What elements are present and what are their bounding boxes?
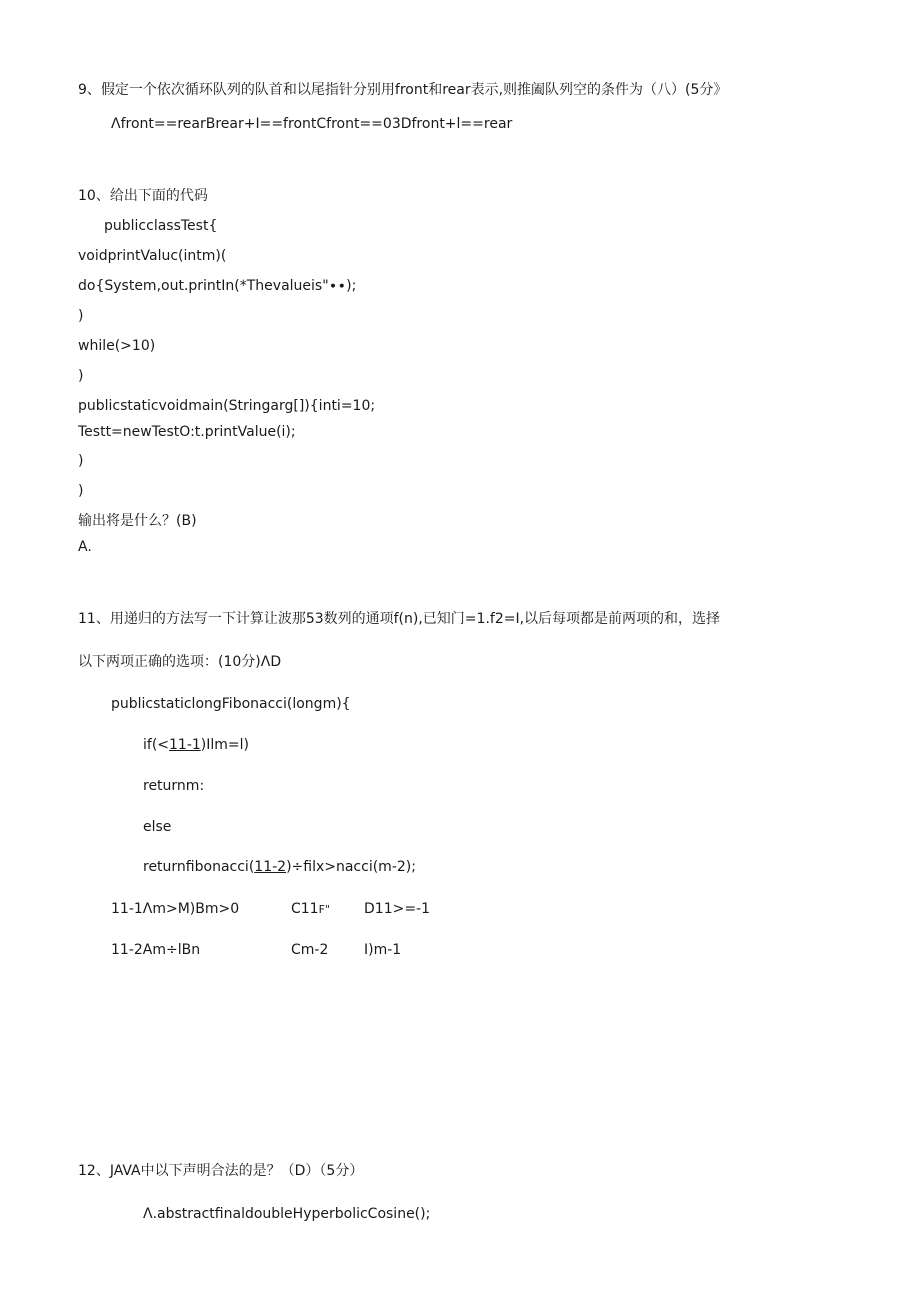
q11-row2-option-a: 11-2Am÷lBn xyxy=(111,942,201,958)
code-fragment: )÷filx>nacci(m-2); xyxy=(286,859,416,875)
q10-code-line: ) xyxy=(78,483,84,499)
q10-code-line: ) xyxy=(78,308,84,324)
code-fragment: returnfibonacci( xyxy=(143,859,255,875)
q10-answer: A. xyxy=(78,539,92,555)
q10-code-line: voidprintValuc(intm)( xyxy=(78,248,227,264)
q12-option-a: Λ.abstractfinaldoubleHyperbolicCosine(); xyxy=(143,1206,431,1222)
q10-code-line: ) xyxy=(78,453,84,469)
q11-row1-option-c xyxy=(291,900,330,919)
code-fragment: if(< xyxy=(143,737,170,753)
q10-question: 10、给出下面的代码 xyxy=(78,188,208,204)
q11-code-else: else xyxy=(143,819,172,835)
q11-code-return-m: returnm: xyxy=(143,778,205,794)
q11-code-signature: publicstaticlongFibonacci(longm){ xyxy=(111,696,351,712)
q11-code-return xyxy=(143,858,416,876)
q10-code-line: publicstaticvoidmain(Stringarg[]){inti=10; xyxy=(78,398,376,414)
q9-question: 9、假定一个依次循环队列的队首和以尾指针分别用front和rear表示,则推阖队列空的条件为（八）(5分》 xyxy=(78,82,728,98)
q11-code-if xyxy=(143,736,249,754)
q11-row1-option-d: D11>=-1 xyxy=(364,901,431,917)
blank-11-2: 11-2 xyxy=(254,859,287,875)
q10-code-line: Testt=newTestO:t.printValue(i); xyxy=(78,424,296,440)
q11-row1-option-a: 11-1Λm>M)Bm>0 xyxy=(111,901,240,917)
option-c-main: C11 xyxy=(291,901,319,917)
q10-prompt: 输出将是什么？(B) xyxy=(78,513,197,529)
q11-row2-option-c: Cm-2 xyxy=(291,942,329,958)
q10-code-line: do{System,out.printIn(*Thevalueis"∙∙); xyxy=(78,278,357,294)
q10-code-line: publicclassTest{ xyxy=(104,218,218,234)
q10-code-line: ) xyxy=(78,368,84,384)
q12-question: 12、JAVA中以下声明合法的是？（D）（5分） xyxy=(78,1163,364,1179)
q11-question-line2: 以下两项正确的选项：(10分)ΛD xyxy=(78,654,282,670)
code-fragment: )Ilm=l) xyxy=(200,737,249,753)
q9-options: Λfront==rearBrear+I==frontCfront==03Dfront+l==rear xyxy=(111,116,513,132)
blank-11-1: 11-1 xyxy=(169,737,201,753)
q11-row2-option-d: I)m-1 xyxy=(364,942,402,958)
q11-question-line1: 11、用递归的方法写一下计算让波那53数列的通项f(n),已知门=1.f2=I,以后每项都是前两项的和，选择 xyxy=(78,611,721,627)
option-c-small: F" xyxy=(318,903,330,916)
q10-code-line: while(>10) xyxy=(78,338,156,354)
